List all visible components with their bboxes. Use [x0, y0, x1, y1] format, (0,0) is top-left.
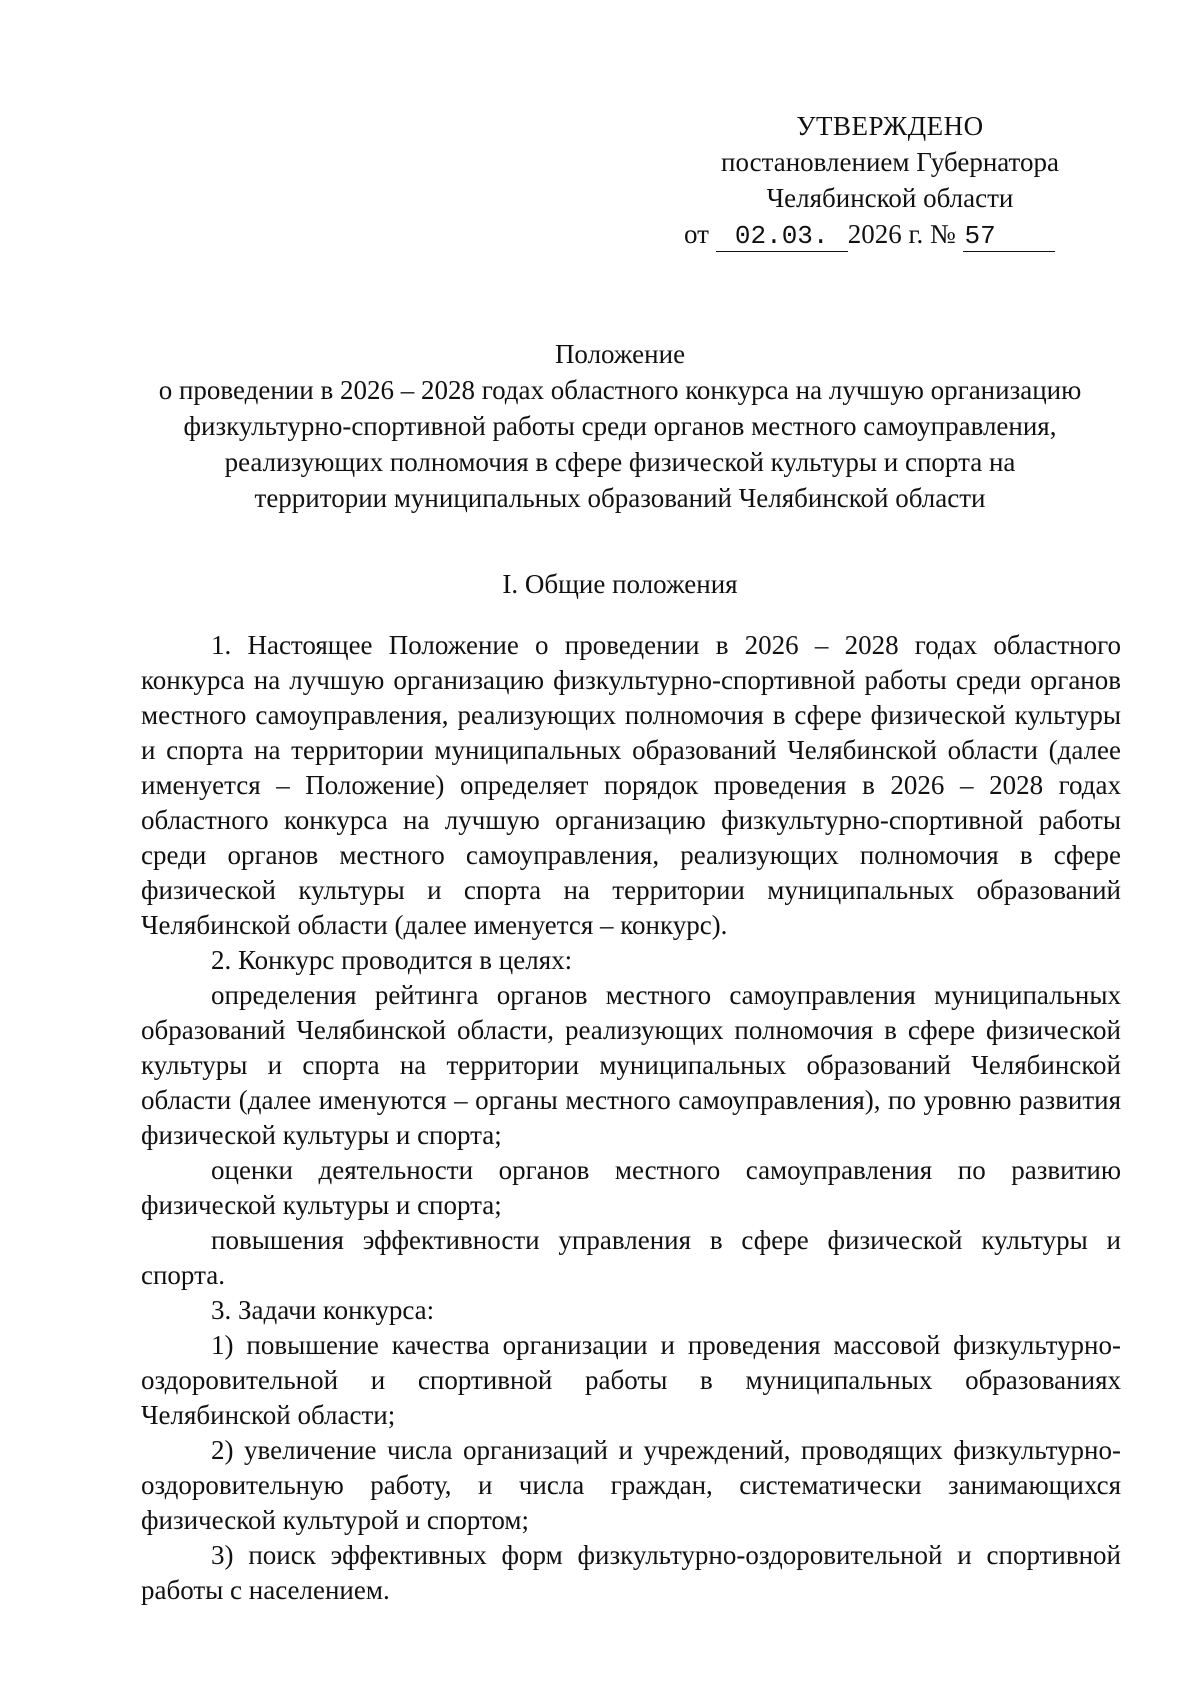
paragraph-goal-2: оценки деятельности органов местного самоуправления по развитию физической культуры и спорта;	[141, 1155, 1121, 1220]
paragraph-goal-1: определения рейтинга органов местного самоуправления муниципальных образований Челябинской области, реализующих полномочия в сфере физической культуры и спорта на территории муниципальных образований Челябинской области (далее именуются – органы местного самоуправления), по уровню развития физической культуры и спорта;	[141, 980, 1121, 1150]
approval-stamp	[684, 108, 1090, 252]
paragraph-task-2: 2) увеличение числа организаций и учреждений, проводящих физкультурно-оздоровительную работу, и числа граждан, систематически занимающихся физической культурой и спортом;	[141, 1435, 1121, 1535]
decree-year: 2026 г. №	[847, 219, 956, 249]
approval-date-line	[684, 216, 1090, 252]
document-title	[120, 336, 1120, 516]
paragraph-1: 1. Настоящее Положение о проведении в 2026 – 2028 годах областного конкурса на лучшую организацию физкультурно-спортивной работы среди органов местного самоуправления, реализующих полномочия в сфере физической культуры и спорта на территории муниципальных образований Челябинской области (далее именуется – Положение) определяет порядок проведения в 2026 – 2028 годах областного конкурса на лучшую организацию физкультурно-спортивной работы среди органов местного самоуправления, реализующих полномочия в сфере физической культуры и спорта на территории муниципальных образований Челябинской области (далее именуется – конкурс).	[141, 630, 1121, 940]
from-label: от	[684, 219, 709, 249]
title-line-2: о проведении в 2026 – 2028 годах областного конкурса на лучшую организацию	[158, 375, 1082, 405]
approval-heading: УТВЕРЖДЕНО	[796, 111, 984, 141]
decree-number: 57	[963, 221, 1055, 252]
section-heading: I. Общие положения	[502, 569, 738, 599]
title-line-4: реализующих полномочия в сфере физической культуры и спорта на	[224, 447, 1016, 477]
body-text	[141, 628, 1121, 1608]
paragraph-task-3: 3) поиск эффективных форм физкультурно-оздоровительной и спортивной работы с населением.	[141, 1540, 1121, 1605]
title-line-1: Положение	[554, 339, 686, 369]
approval-line-1: постановлением Губернатора	[721, 147, 1059, 177]
paragraph-goal-3: повышения эффективности управления в сфере физической культуры и спорта.	[141, 1225, 1121, 1290]
approval-line-2: Челябинской области	[766, 183, 1014, 213]
title-line-5: территории муниципальных образований Челябинской области	[254, 483, 986, 513]
paragraph-task-1: 1) повышение качества организации и проведения массовой физкультурно-оздоровительной и спортивной работы в муниципальных образованиях Челябинской области;	[141, 1330, 1121, 1430]
paragraph-3: 3. Задачи конкурса:	[211, 1295, 435, 1325]
decree-date: 02.03.	[716, 221, 848, 252]
paragraph-2: 2. Конкурс проводится в целях:	[211, 945, 573, 975]
title-line-3: физкультурно-спортивной работы среди органов местного самоуправления,	[183, 411, 1057, 441]
